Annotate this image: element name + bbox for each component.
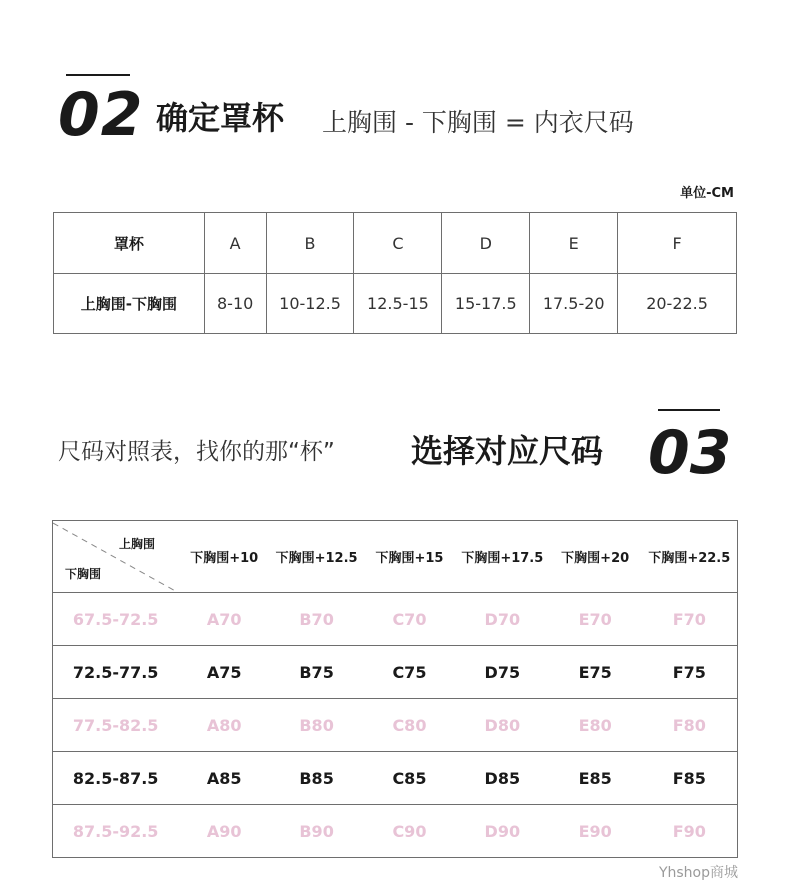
corner-bottom-label: 下胸围	[65, 567, 102, 581]
size-cell: D70	[456, 593, 549, 646]
size-row	[53, 752, 738, 805]
size-chart-table	[52, 520, 738, 858]
cup-table	[53, 212, 737, 334]
diff-row	[54, 274, 737, 334]
size-cell: A80	[178, 699, 270, 752]
column-header: 下胸围+10	[178, 521, 270, 593]
range-cell: 87.5-92.5	[53, 805, 179, 858]
size-cell: B90	[270, 805, 363, 858]
column-header: 下胸围+20	[549, 521, 642, 593]
size-cell: F70	[642, 593, 738, 646]
cup-cell: E	[530, 213, 618, 274]
size-cell: A90	[178, 805, 270, 858]
size-cell: B85	[270, 752, 363, 805]
range-cell: 72.5-77.5	[53, 646, 179, 699]
diff-row-header: 上胸围-下胸围	[54, 274, 205, 334]
section1-rule	[66, 74, 130, 76]
size-cell: E80	[549, 699, 642, 752]
size-cell: C70	[363, 593, 456, 646]
size-cell: C75	[363, 646, 456, 699]
diff-cell: 20-22.5	[618, 274, 737, 334]
size-cell: A75	[178, 646, 270, 699]
size-cell: E70	[549, 593, 642, 646]
size-cell: B75	[270, 646, 363, 699]
section1-title: 确定罩杯	[156, 99, 285, 137]
cup-cell: F	[618, 213, 737, 274]
size-cell: F85	[642, 752, 738, 805]
size-row	[53, 593, 738, 646]
size-cell: A70	[178, 593, 270, 646]
size-row	[53, 699, 738, 752]
size-cell: E85	[549, 752, 642, 805]
watermark: Yhshop商城	[658, 865, 738, 881]
section2-rule	[658, 409, 720, 411]
corner-cell	[53, 521, 179, 593]
size-cell: D75	[456, 646, 549, 699]
size-row	[53, 805, 738, 858]
section1-formula: 上胸围 - 下胸围 = 内衣尺码	[322, 108, 634, 137]
range-cell: 82.5-87.5	[53, 752, 179, 805]
diff-cell: 15-17.5	[442, 274, 530, 334]
diff-cell: 8-10	[204, 274, 266, 334]
size-cell: C80	[363, 699, 456, 752]
cup-cell: D	[442, 213, 530, 274]
column-header: 下胸围+15	[363, 521, 456, 593]
cup-cell: B	[266, 213, 354, 274]
cup-row-header: 罩杯	[54, 213, 205, 274]
size-cell: C85	[363, 752, 456, 805]
diff-cell: 17.5-20	[530, 274, 618, 334]
diff-cell: 12.5-15	[354, 274, 442, 334]
size-cell: D85	[456, 752, 549, 805]
size-cell: C90	[363, 805, 456, 858]
size-row	[53, 646, 738, 699]
column-header: 下胸围+22.5	[642, 521, 738, 593]
size-cell: D80	[456, 699, 549, 752]
range-cell: 77.5-82.5	[53, 699, 179, 752]
corner-top-label: 上胸围	[119, 537, 156, 551]
diff-cell: 10-12.5	[266, 274, 354, 334]
size-chart-header-row	[53, 521, 738, 593]
cup-cell: C	[354, 213, 442, 274]
cup-row	[54, 213, 737, 274]
section1-number: 02	[58, 80, 144, 150]
size-cell: E90	[549, 805, 642, 858]
column-header: 下胸围+12.5	[270, 521, 363, 593]
size-cell: B80	[270, 699, 363, 752]
section2-number: 03	[648, 418, 732, 488]
size-cell: F90	[642, 805, 738, 858]
range-cell: 67.5-72.5	[53, 593, 179, 646]
unit-label: 单位-CM	[680, 186, 734, 201]
size-cell: F80	[642, 699, 738, 752]
section2-subtitle: 尺码对照表，找你的那“杯”	[58, 439, 335, 465]
size-cell: A85	[178, 752, 270, 805]
cup-cell: A	[204, 213, 266, 274]
size-cell: D90	[456, 805, 549, 858]
section2-title: 选择对应尺码	[411, 432, 604, 470]
size-cell: F75	[642, 646, 738, 699]
size-cell: B70	[270, 593, 363, 646]
column-header: 下胸围+17.5	[456, 521, 549, 593]
size-cell: E75	[549, 646, 642, 699]
